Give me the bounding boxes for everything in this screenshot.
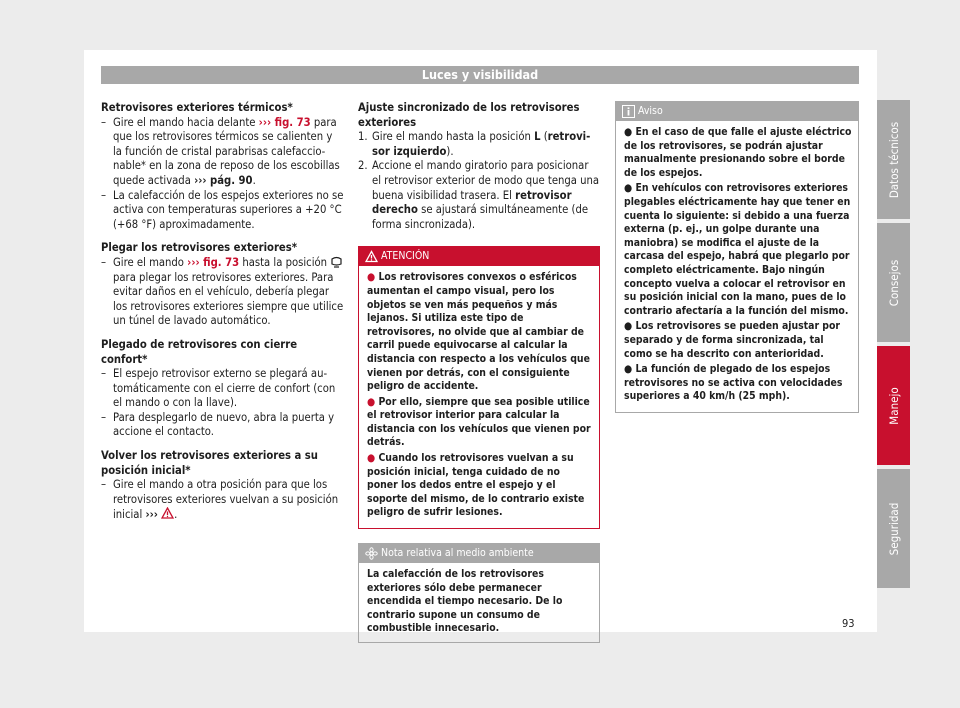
tab-seguridad[interactable] — [877, 469, 910, 588]
dash-marker: – — [101, 115, 107, 129]
numbered-step — [358, 159, 600, 232]
dash-marker: – — [101, 188, 107, 202]
warning-body — [359, 266, 599, 528]
fold-mirror-icon — [330, 256, 343, 268]
list-item — [101, 411, 344, 440]
warning-item — [367, 271, 593, 393]
heading-fold-mirrors: Plegar los retrovisores exteriores* — [101, 241, 297, 255]
dash-marker: – — [101, 255, 107, 269]
tab-datos-tecnicos[interactable] — [877, 100, 910, 219]
bullet: ● — [367, 452, 376, 465]
dash-marker: – — [101, 410, 107, 424]
notice-box-title — [616, 102, 858, 121]
heading-heated-mirrors: Retrovisores exteriores térmicos* — [101, 101, 293, 114]
notice-item-text: La función de plegado de los espejos retrovisores no se activa con velocidades superiores a 40 km/h (25 mph). — [624, 363, 843, 403]
heading-comfort-fold: Plegado de retrovisores con cierre confort* — [101, 337, 298, 366]
bullet: ● — [624, 182, 633, 195]
warning-item-text: Los retrovisores convexos o esféricos aumentan el campo visual, pero los objetos se ven más pequeños y más lejanos. Si utiliza este tipo de retrovisores, no olvide que al cambiar de carril puede equivocarse al calcular la distancia con respecto a los vehículos que vienen por detrás, con el consiguiente peligro de accidente. — [367, 271, 590, 393]
notice-title-text: Aviso — [638, 105, 663, 117]
tab-label: Datos técnicos — [886, 121, 901, 198]
warning-item — [367, 452, 593, 520]
warning-triangle-icon — [365, 250, 378, 263]
environment-note-title-text: Nota relativa al medio ambiente — [381, 547, 534, 560]
column-2 — [358, 101, 600, 643]
column-1 — [101, 101, 344, 523]
bullet: ● — [624, 363, 633, 376]
notice-body — [616, 121, 858, 412]
section-header: Luces y visibilidad — [101, 66, 859, 84]
dash-marker: – — [101, 478, 107, 492]
list-item — [101, 189, 344, 233]
warning-box — [358, 246, 600, 529]
notice-item — [624, 182, 852, 318]
step-text: Accione el mando giratorio para posicionar el retrovisor exterior de modo que tenga una buena visibilidad trasera. El — [372, 159, 600, 202]
tab-label: Seguridad — [886, 502, 901, 555]
item-text: para plegar los retrovisores exteriores. Para evitar daños en el vehículo, debería plegar los retrovisores exteriores siempre que utilice un túnel de lavado automático. — [113, 270, 344, 328]
environment-note-title — [359, 544, 599, 563]
bullet: ● — [624, 320, 633, 333]
item-text: para que los retrovisores térmicos se calienten y la función de cristal parabrisas calefaccionable* en la zona de reposo de los escobillas quede activada — [113, 115, 340, 187]
step-text: ). — [446, 144, 454, 158]
item-text: El espejo retrovisor externo se plegará automáticamente con el cierre de confort (con el mando o con la llave). — [113, 367, 336, 410]
notice-item-text: En vehículos con retrovisores exteriores plegables eléctricamente hay que tener en cuenta lo siguiente: si debido a una fuerza externa (p. ej., un golpe durante una maniobra) se modifica el ajuste de la carcasa del espejo, habrá que plegarlo por completo eléctricamente. Bajo ningún concepto vuelva a colocar el retrovisor en su posición inicial con la mano, pues de lo contrario afectaría a la función del mismo. — [624, 182, 851, 317]
page-link[interactable]: ››› pág. 90 — [194, 173, 253, 187]
item-text: hasta la posición — [239, 255, 331, 269]
heading-sync-adjust: Ajuste sincronizado de los retrovisores exteriores — [358, 101, 580, 129]
heading-return-position: Volver los retrovisores exteriores a su posición inicial* — [101, 449, 318, 477]
step-text-bold: retrovisor izquierdo — [372, 130, 591, 158]
fig-link[interactable]: ››› fig. 73 — [187, 255, 240, 269]
warning-link[interactable]: ››› — [145, 508, 158, 522]
item-text: Para desplegarlo de nuevo, abra la puerta y accione el contacto. — [113, 410, 335, 439]
tab-label: Consejos — [886, 259, 901, 306]
item-text: Gire el mando a otra posición para que los retrovisores exteriores vuelvan a su posición inicial — [113, 478, 339, 522]
notice-item — [624, 126, 852, 180]
warning-triangle-icon — [161, 507, 174, 519]
tab-label: Manejo — [886, 386, 901, 425]
page-number: 93 — [842, 617, 855, 630]
step-number: 2. — [358, 159, 368, 173]
fig-link[interactable]: ››› fig. 73 — [258, 115, 311, 129]
step-text: se ajustará simultáneamente (de forma sincronizada). — [372, 203, 589, 231]
warning-title-text: ATENCIÓN — [381, 250, 430, 263]
item-text: Gire el mando — [113, 255, 188, 269]
list-item — [101, 116, 344, 189]
item-text: . — [252, 173, 256, 187]
step-text-bold: retrovisor derecho — [372, 188, 572, 217]
tab-manejo[interactable] — [877, 346, 910, 465]
tab-consejos[interactable] — [877, 223, 910, 342]
step-text-bold: L — [534, 130, 541, 144]
step-number: 1. — [358, 130, 368, 144]
environment-note-body: La calefacción de los retrovisores exteriores sólo debe permanecer encendida el tiempo necesario. De lo contrario supone un consumo de combustible innecesario. — [367, 568, 563, 635]
dash-marker: – — [101, 367, 107, 381]
notice-item-text: En el caso de que falle el ajuste eléctrico de los retrovisores, se podrán ajustar manualmente presionando sobre el borde de los espejos. — [624, 126, 852, 179]
warning-item — [367, 396, 593, 450]
numbered-step — [358, 130, 600, 159]
list-item — [101, 256, 344, 329]
notice-item — [624, 320, 852, 361]
bullet: ● — [367, 395, 376, 408]
bullet: ● — [367, 271, 376, 284]
warning-item-text: Cuando los retrovisores vuelvan a su posición inicial, tenga cuidado de no poner los dedos entre el espejo y el soporte del mismo, de lo contrario existe peligro de sufrir lesiones. — [367, 452, 585, 519]
bullet: ● — [624, 126, 633, 138]
warning-item-text: Por ello, siempre que sea posible utilice el retrovisor interior para calcular la distancia con los vehículos que vienen por detrás. — [367, 395, 591, 449]
column-3 — [615, 101, 859, 413]
list-item — [101, 367, 344, 411]
item-text: Gire el mando hacia delante — [113, 115, 259, 129]
warning-box-title — [359, 247, 599, 266]
step-text: Gire el mando hasta la posición — [372, 130, 535, 144]
notice-item — [624, 363, 852, 404]
step-text: ( — [540, 130, 548, 144]
info-icon — [622, 105, 635, 118]
environment-note-box — [358, 543, 600, 643]
item-text: La calefacción de los espejos exteriores no se activa con temperaturas superiores a +20 °C (+68 °F) aproximadamente. — [113, 188, 344, 231]
environment-flower-icon — [365, 547, 378, 560]
notice-item-text: Los retrovisores se pueden ajustar por separado y de forma sincronizada, tal como se ha descrito con anterioridad. — [624, 320, 841, 360]
list-item: – Gire el mando a otra posición para que los retrovisores exteriores vuelvan a su posición inicial ››› . — [101, 478, 339, 522]
notice-box — [615, 101, 859, 413]
